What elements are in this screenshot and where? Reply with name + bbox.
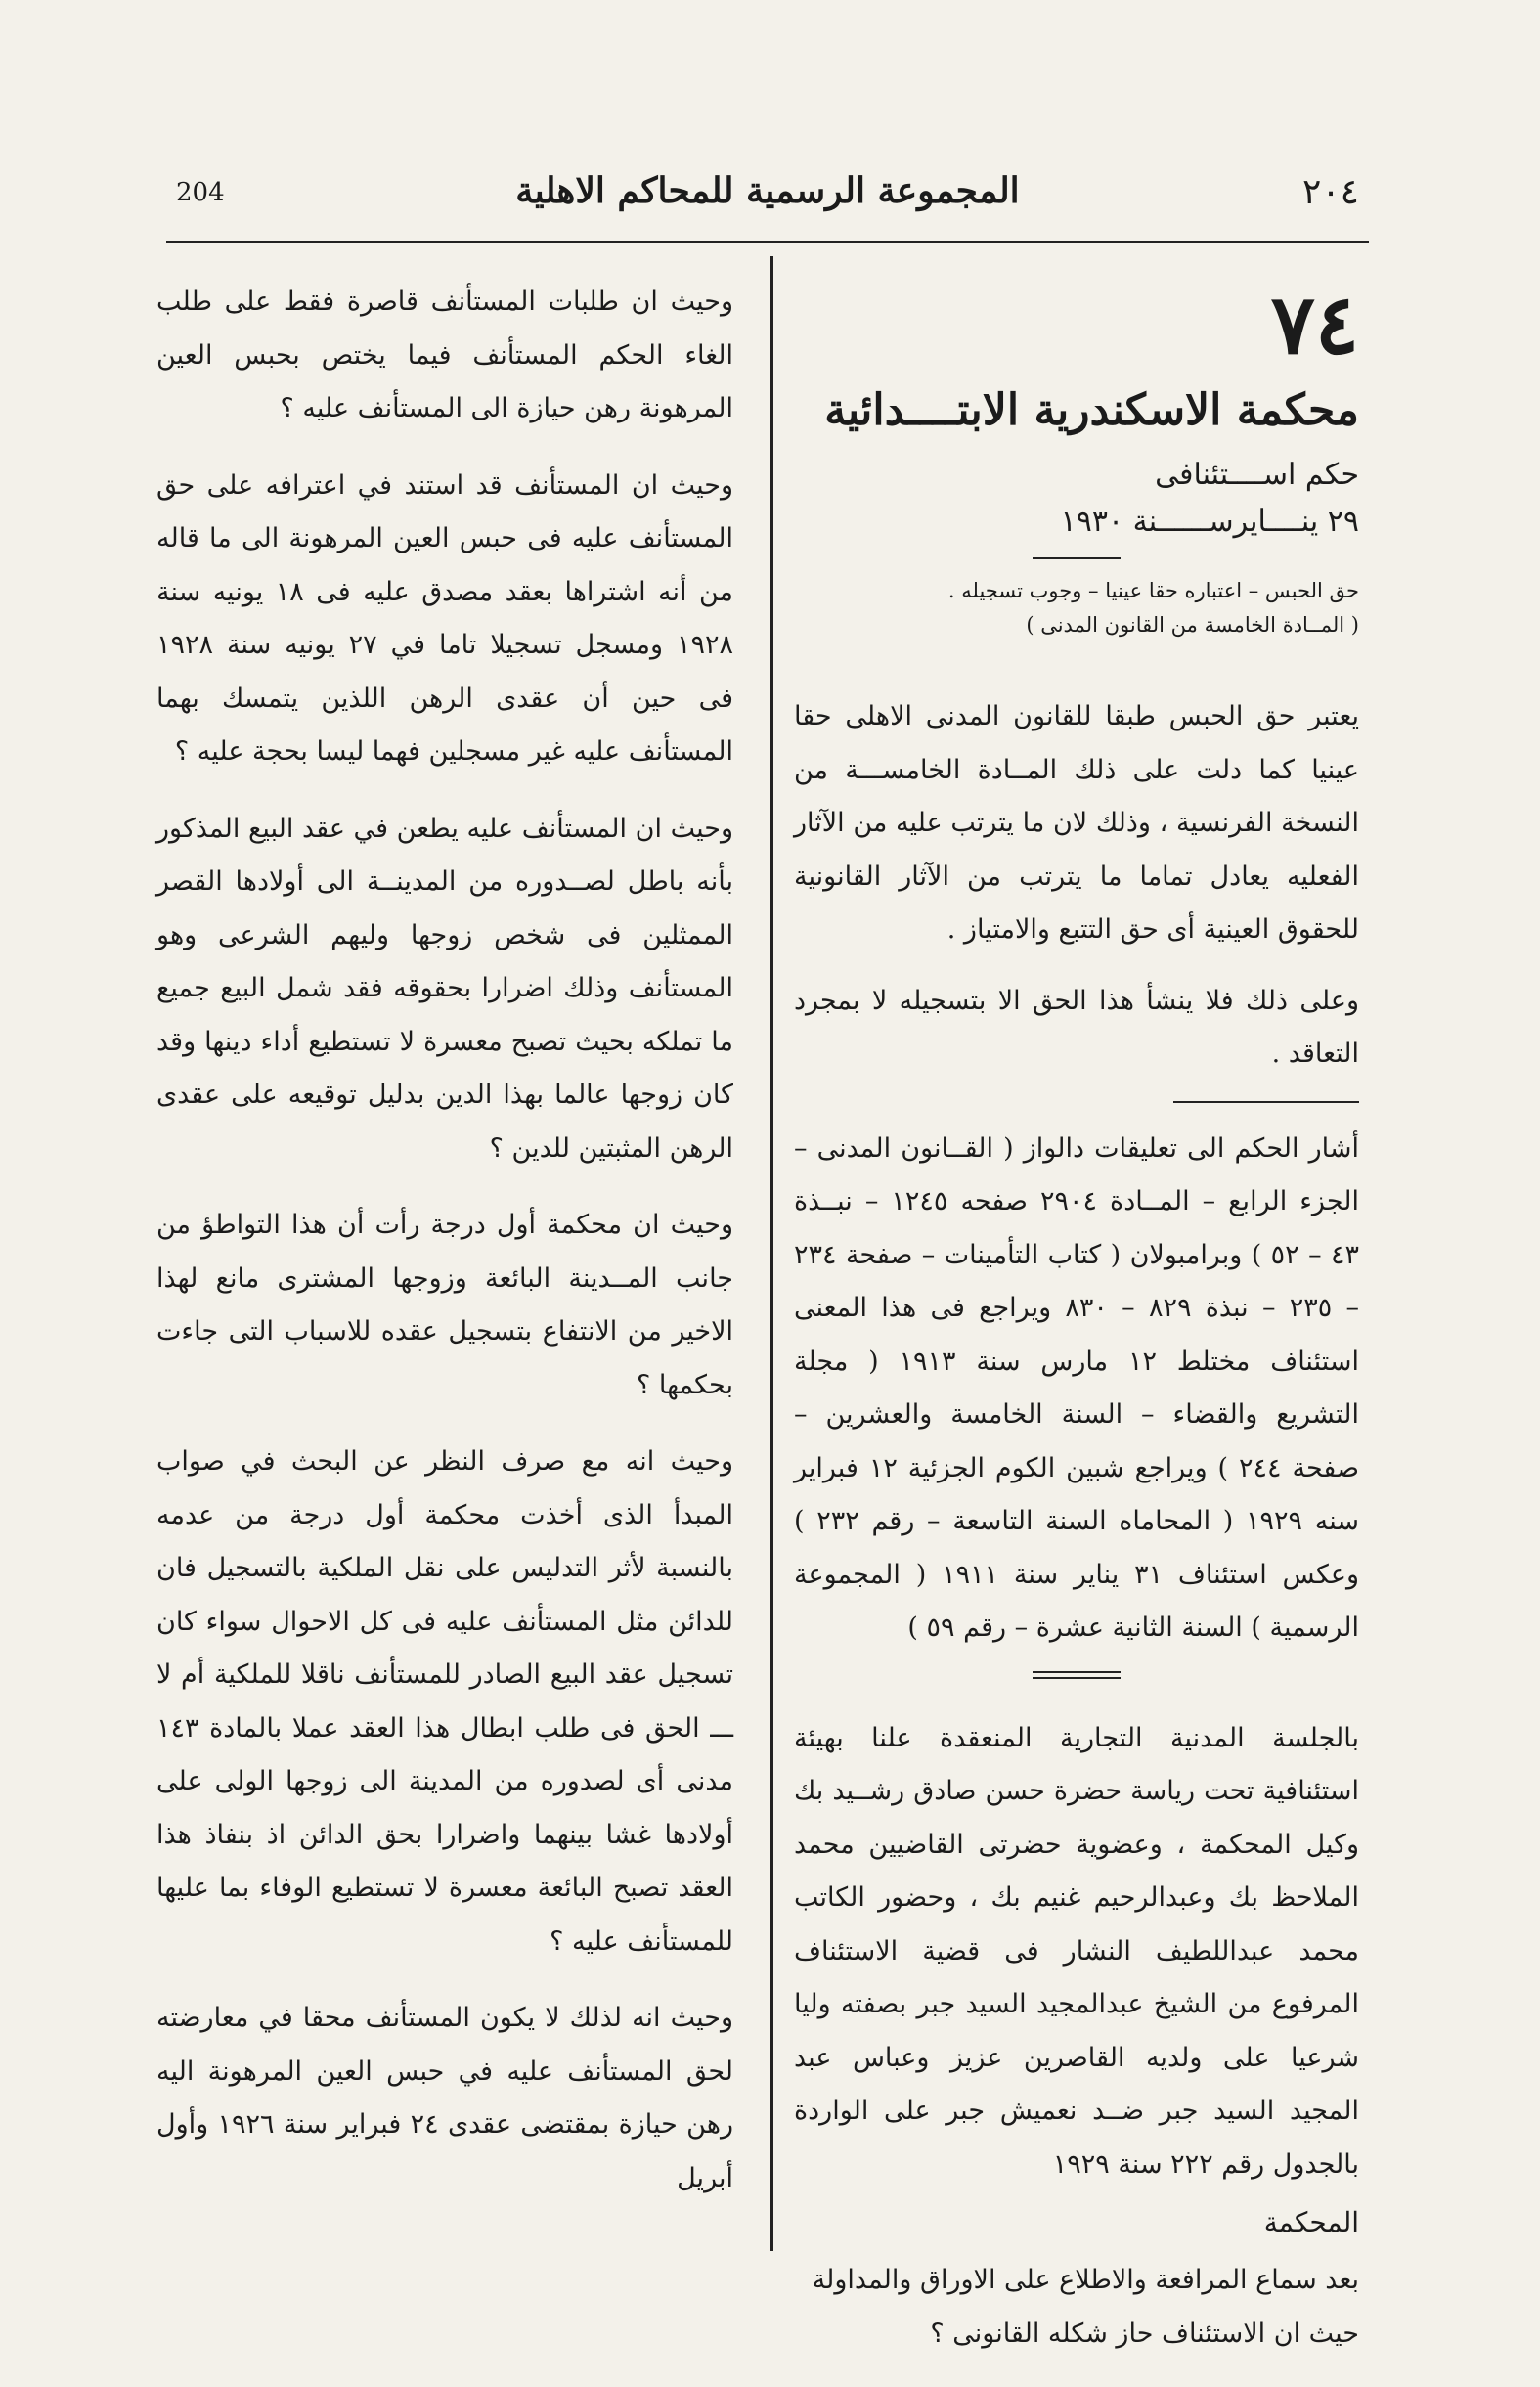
column-divider [770,256,773,2251]
body-paragraph: وحيث ان المستأنف عليه يطعن في عقد البيع المذكور بأنه باطل لصــدوره من المدينــة الى أولادها القصر الممثلين فى شخص زوجها وليهم الشرعى وهو المستأنف وذلك اضرارا بحقوقه فقد شمل البيع جميع ما تملكه بحيث تصبح معسرة لا تستطيع أداء دينها وقد كان زوجها عالما بهذا الدين بدليل توقيعه على عقدى الرهن المثبتين للدين ؟ [156,813,733,1164]
session-paragraph: بالجلسة المدنية التجارية المنعقدة علنا بهيئة استئنافية تحت رياسة حضرة حسن صادق رشــيد بك وكيل المحكمة ، وعضوية حضرتى القاضيين محمد الملاحظ بك وعبدالرحيم غنيم بك ، وحضور الكاتب محمد عبداللطيف النشار فى قضية الاستئناف المرفوع من الشيخ عبدالمجيد السيد جبر بصفته وليا شرعيا على ولديه القاصرين عزيز وعباس عبد المجيد السيد جبر ضــد نعميش جبر على الواردة بالجدول رقم ٢٢٢ سنة ١٩٢٩ [794,1722,1359,2180]
header-divider [166,241,1369,243]
double-divider [1033,1671,1121,1679]
body-paragraph: وحيث انه مع صرف النظر عن البحث في صواب المبدأ الذى أخذت محكمة أول درجة من عدمه بالنسبة لأثر التدليس على نقل الملكية بالتسجيل فان للدائن مثل المستأنف عليه فى كل الاحوال سواء كان تسجيل عقد البيع الصادر للمستأنف ناقلا للملكية أم لا ـــ الحق فى طلب ابطال هذا العقد عملا بالمادة ١٤٣ مدنى أى لصدوره من المدينة الى زوجها الولى على أولادها غشا بينهما واضرارا بحق الدائن اذ بنفاذ هذا العقد تصبح البائعة معسرة لا تستطيع الوفاء بما عليها للمستأنف عليه ؟ [156,1446,733,1957]
body-paragraph: وحيث ان محكمة أول درجة رأت أن هذا التواطؤ من جانب المــدينة البائعة وزوجها المشترى مانع لهذا الاخير من الانتفاع بتسجيل عقده للاسباب التى جاءت بحكمها ؟ [156,1210,733,1400]
judgment-date: ٢٩ ينــــايرســــــنة ١٩٣٠ [1060,505,1359,539]
right-column [794,276,1359,2361]
page-number-arabic: ٢٠٤ [1301,172,1359,212]
closing-line: بعد سماع المرافعة والاطلاع على الاوراق والمداولة [812,2265,1359,2295]
summary-paragraph: يعتبر حق الحبس طبقا للقانون المدنى الاهلى حقا عينيا كما دلت على ذلك المــادة الخامســـة من النسخة الفرنسية ، وذلك لان ما يترتب عليه من الآثار الفعليه يعادل تماما ما يترتب من الآثار القانونية للحقوق العينية أى حق التتبع والامتياز . [794,701,1359,945]
title-divider [1033,557,1121,559]
summary-paragraph: وعلى ذلك فلا ينشأ هذا الحق الا بتسجيله لا بمجرد التعاقد . [794,985,1359,1069]
body-paragraph: وحيث ان طلبات المستأنف قاصرة فقط على طلب الغاء الحكم المستأنف فيما يختص بحبس العين المرهونة رهن حيازة الى المستأنف عليه ؟ [156,287,733,423]
reference-notes: أشار الحكم الى تعليقات دالواز ( القــانون المدنى – الجزء الرابع – المــادة ٢٩٠٤ صفحه ١٢٤٥ – نبــذة ٤٣ – ٥٢ ) وبرامبولان ( كتاب التأمينات – صفحة ٢٣٤ – ٢٣٥ – نبذة ٨٢٩ – ٨٣٠ ويراجع فى هذا المعنى استئناف مختلط ١٢ مارس سنة ١٩١٣ ( مجلة التشريع والقضاء – السنة الخامسة والعشرين – صفحة ٢٤٤ ) ويراجع شبين الكوم الجزئية ١٢ فبراير سنه ١٩٢٩ ( المحاماه السنة التاسعة – رقم ٢٣٢ ) وعكس استئناف ٣١ يناير سنة ١٩١١ ( المجموعة الرسمية ) السنة الثانية عشرة – رقم ٥٩ ) [794,1132,1360,1643]
closing-lines [794,2254,1359,2361]
legal-reference: ( المــادة الخامسة من القانون المدنى ) [1026,613,1359,637]
page-header [176,168,1359,227]
journal-title: المجموعة الرسمية للمحاكم الاهلية [515,170,1020,211]
body-paragraph: وحيث انه لذلك لا يكون المستأنف محقا في معارضته لحق المستأنف عليه في حبس العين المرهونة اليه رهن حيازة بمقتضى عقدى ٢٤ فبراير سنة ١٩٢٦ وأول أبريل [156,2003,733,2193]
case-subject: حق الحبس – اعتباره حقا عينيا – وجوب تسجيله . [947,579,1359,602]
closing-line: حيث ان الاستئناف حاز شكله القانونى ؟ [930,2318,1359,2349]
page-number-latin: 204 [176,178,225,207]
notes-divider [1173,1101,1359,1103]
case-summary [794,690,1359,1082]
case-number: ٧٤ [1270,276,1359,373]
court-name: محكمة الاسكندرية الابتــــدائية [824,385,1359,435]
body-paragraph: وحيث ان المستأنف قد استند في اعترافه على حق المستأنف عليه فى حبس العين المرهونة الى ما قاله من أنه اشتراها بعقد مصدق عليه فى ١٨ يونيه سنة ١٩٢٨ ومسجل تسجيلا تاما في ٢٧ يونيه سنة ١٩٢٨ فى حين أن عقدى الرهن اللذين يتمسك بهما المستأنف عليه غير مسجلين فهما ليسا بحجة عليه ؟ [156,469,734,767]
judgment-type: حكم اســــتئنافى [1155,458,1359,492]
court-heading: المحكمة [1263,2206,1359,2238]
session-info [794,1712,1359,2192]
left-column [156,274,733,2229]
